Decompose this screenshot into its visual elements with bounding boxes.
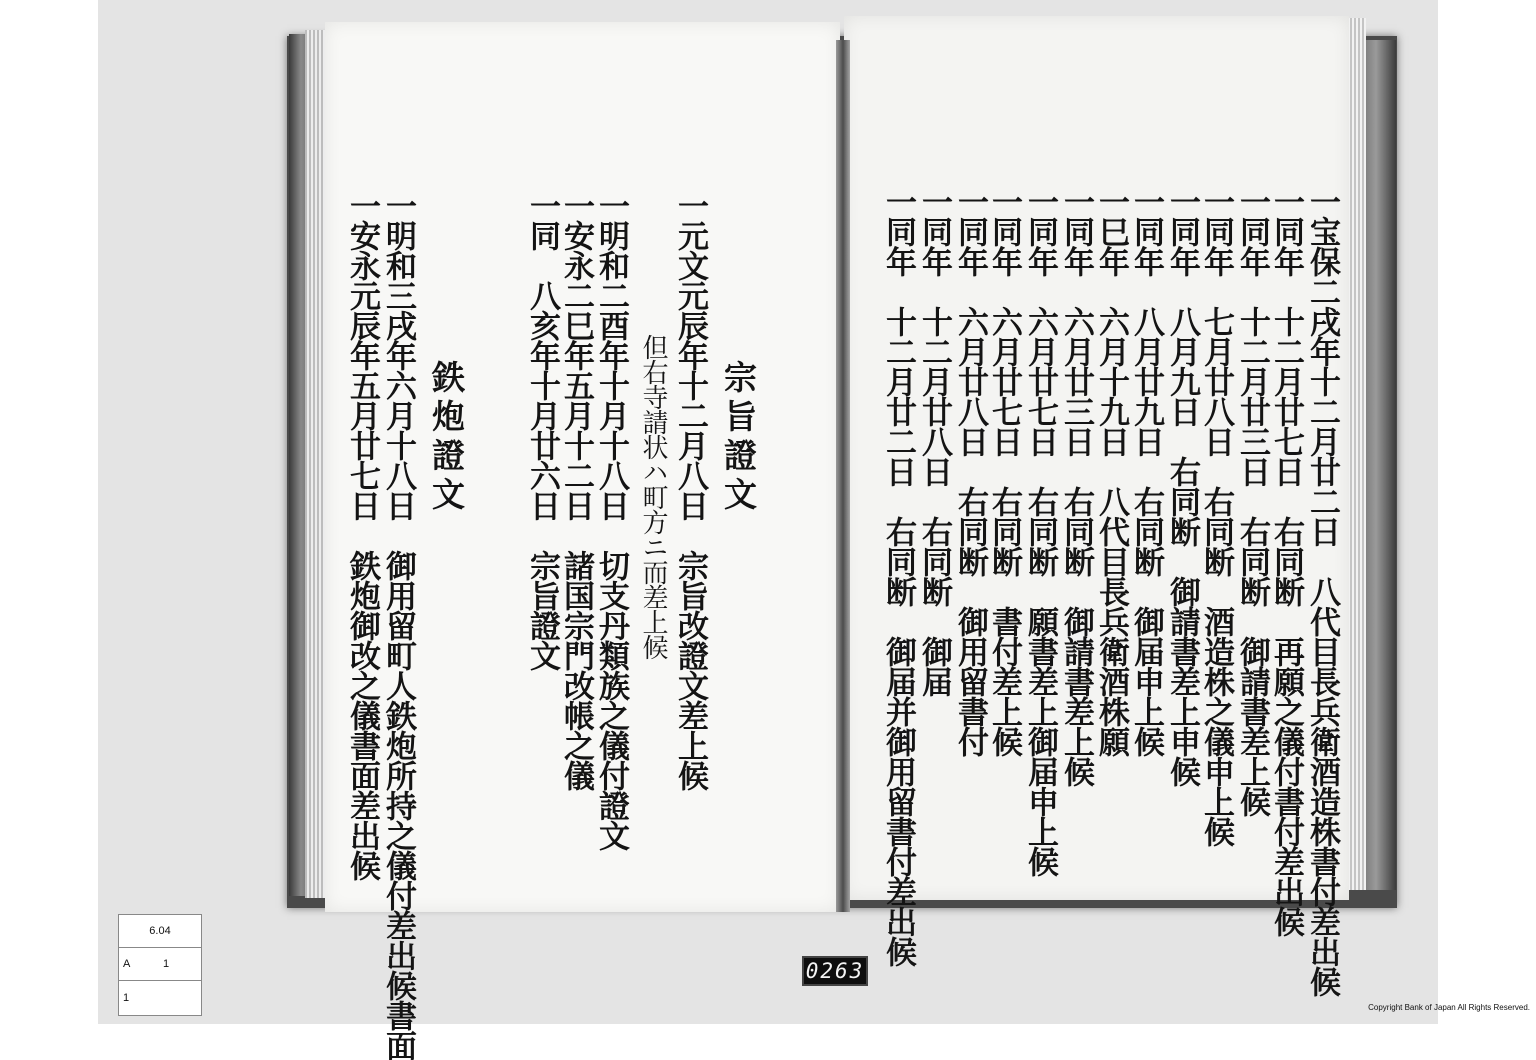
right-entry-3 <box>1234 186 1270 816</box>
left-entry-6 <box>344 190 380 880</box>
entry-mark: 一 <box>1022 186 1058 216</box>
catalog-label <box>118 914 202 1016</box>
entry-text: 同年 六月廿七日 右同断 願書差上御届申上候 <box>1022 216 1058 876</box>
entry-mark: 一 <box>672 190 708 220</box>
entry-mark: 一 <box>1304 186 1340 216</box>
left-entry-1-note: 但右寺請状ハ町方ニ而差上候 <box>638 334 668 659</box>
left-entry-5 <box>380 190 416 1060</box>
right-entry-8 <box>1058 186 1094 786</box>
entry-text: 同年 十二月廿七日 右同断 再願之儀付書付差出候 <box>1268 216 1304 936</box>
catalog-item: 1 <box>123 991 130 1004</box>
left-heading-2: 鉄炮證文 <box>427 360 466 516</box>
entry-mark: 一 <box>344 190 380 220</box>
entry-mark: 一 <box>1198 186 1234 216</box>
entry-text: 同年 六月廿八日 右同断 御用留書付 <box>952 216 988 756</box>
right-entry-7 <box>1093 186 1129 756</box>
entry-mark: 一 <box>1093 186 1129 216</box>
right-entry-12 <box>916 186 952 696</box>
entry-mark: 一 <box>916 186 952 216</box>
entry-mark: 一 <box>524 190 560 220</box>
entry-text: 同年 十二月廿二日 右同断 御届并御用留書付差出候 <box>880 216 916 966</box>
entry-mark: 一 <box>558 190 594 220</box>
left-entry-1 <box>672 190 708 790</box>
catalog-label-row-1 <box>119 915 201 948</box>
entry-mark: 一 <box>986 186 1022 216</box>
entry-mark: 一 <box>380 190 416 220</box>
entry-text: 明和二酉年十月十八日 切支丹類族之儀付證文 <box>593 220 629 850</box>
entry-mark: 一 <box>1128 186 1164 216</box>
left-entry-3 <box>558 190 594 790</box>
entry-mark: 一 <box>1058 186 1094 216</box>
left-entry-4 <box>524 190 560 670</box>
entry-text: 同年 十二月廿三日 右同断 御請書差上候 <box>1234 216 1270 816</box>
entry-text: 同年 十二月廿八日 右同断 御届 <box>916 216 952 696</box>
entry-mark: 一 <box>1268 186 1304 216</box>
entry-text: 同年 七月廿八日 右同断 酒造株之儀申上候 <box>1198 216 1234 846</box>
entry-text: 明和三戌年六月十八日 御用留町人鉄炮所持之儀付差出候書面 <box>380 220 416 1060</box>
entry-mark: 一 <box>1164 186 1200 216</box>
right-entry-10 <box>986 186 1022 756</box>
right-entry-5 <box>1164 186 1200 786</box>
entry-text: 宝保二戌年十二月廿二日 八代目長兵衛酒造株書付差出候 <box>1304 216 1340 996</box>
entry-text: 安永二巳年五月十二日 諸国宗門改帳之儀 <box>558 220 594 790</box>
entry-mark: 一 <box>952 186 988 216</box>
entry-text: 安永元辰年五月廿七日 鉄炮御改之儀書面差出候 <box>344 220 380 880</box>
entry-mark: 一 <box>1234 186 1270 216</box>
right-entry-13 <box>880 186 916 966</box>
entry-text: 巳年 六月十九日 八代目長兵衛酒株願 <box>1093 216 1129 756</box>
entry-text: 同年 八月九日 右同断 御請書差上申候 <box>1164 216 1200 786</box>
right-entry-4 <box>1198 186 1234 846</box>
catalog-code: 6.04 <box>149 925 171 937</box>
book-gutter <box>836 40 850 912</box>
right-entry-1 <box>1304 186 1340 996</box>
left-heading-1: 宗旨證文 <box>719 360 758 516</box>
entry-text: 同年 八月廿九日 右同断 御届申上候 <box>1128 216 1164 756</box>
catalog-series: A <box>123 958 131 970</box>
entry-mark: 一 <box>593 190 629 220</box>
right-entry-2 <box>1268 186 1304 936</box>
entry-text: 同 八亥年十月廿六日 宗旨證文 <box>524 220 560 670</box>
right-entry-9 <box>1022 186 1058 876</box>
entry-text: 元文元辰年十二月八日 宗旨改證文差上候 <box>672 220 708 790</box>
right-entry-11 <box>952 186 988 756</box>
entry-text: 同年 六月廿三日 右同断 御請書差上候 <box>1058 216 1094 786</box>
catalog-volume: 1 <box>163 958 170 970</box>
right-entry-6 <box>1128 186 1164 756</box>
frame-number: 0263 <box>802 956 868 986</box>
catalog-label-row-2 <box>119 948 201 981</box>
entry-mark: 一 <box>880 186 916 216</box>
copyright-notice: Copyright Bank of Japan All Rights Reserved. <box>1368 1003 1530 1012</box>
catalog-label-row-3 <box>119 981 201 1014</box>
entry-text: 同年 六月廿七日 右同断 書付差上候 <box>986 216 1022 756</box>
left-entry-2 <box>593 190 629 850</box>
